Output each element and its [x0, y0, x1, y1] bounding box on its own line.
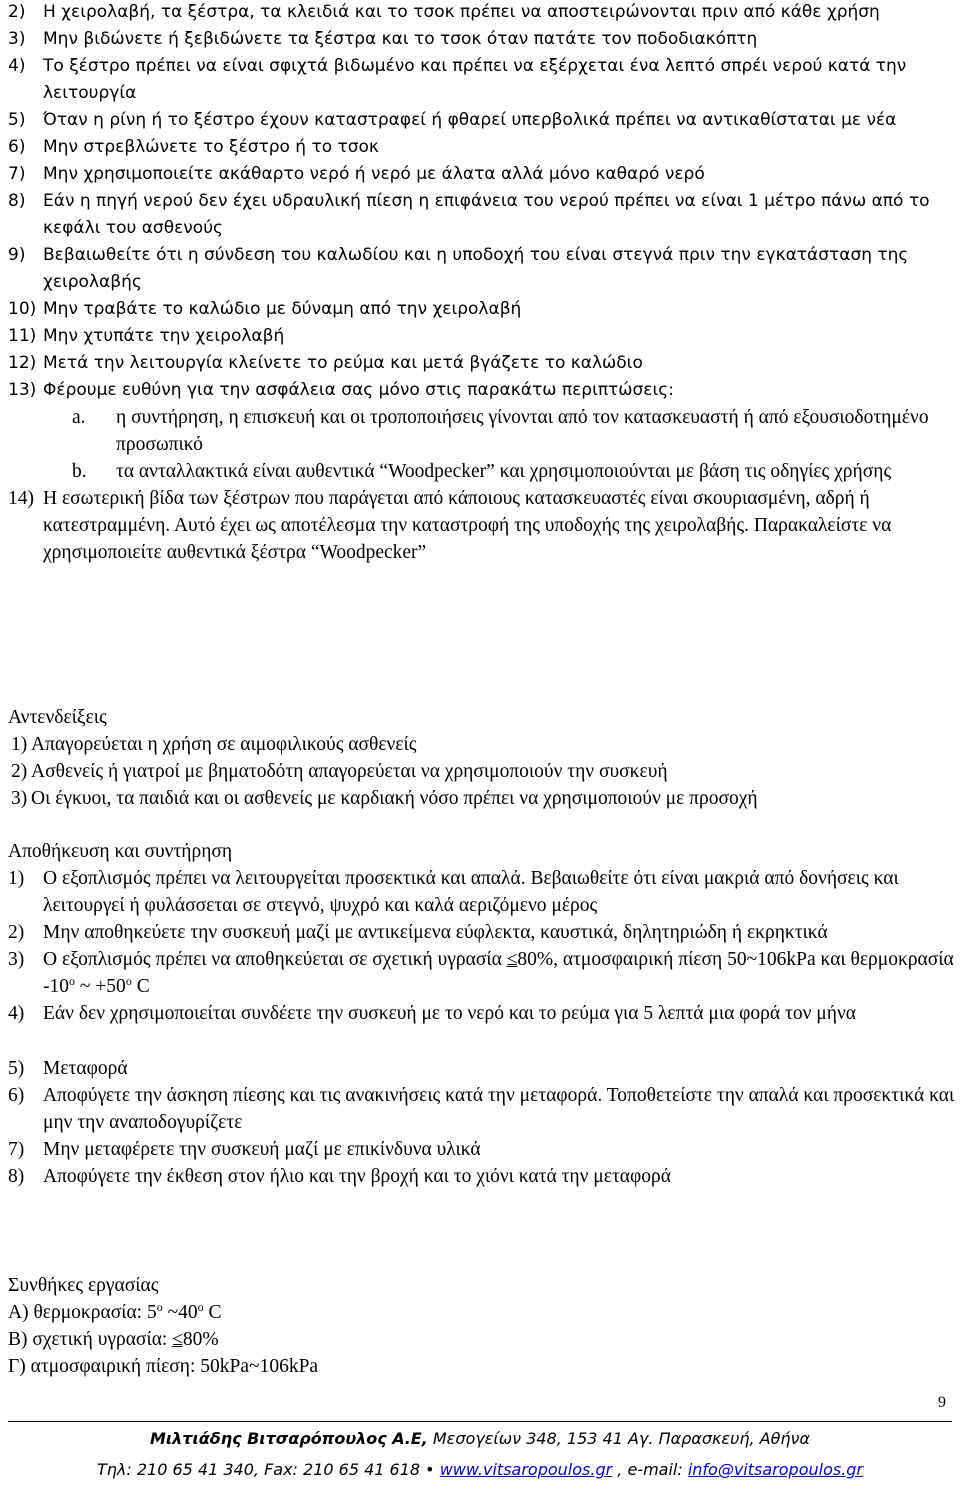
storage-section: [8, 838, 956, 1190]
degree-superscript: o: [69, 974, 75, 988]
list-item: [8, 242, 956, 296]
section-title: Αποθήκευση και συντήρηση: [8, 841, 233, 862]
item-text: Ο εξοπλισμός πρέπει να αποθηκεύεται σε σχετική υγρασία ≤80%, ατμοσφαιρική πίεση 50~106kPa και θερμοκρασία -10$^o$ ~ $+50^o$ C: [43, 949, 954, 997]
list-item: [8, 26, 956, 53]
item-number: 5): [8, 110, 26, 130]
page-number: 9: [938, 1394, 946, 1411]
item-text: Μην χτυπάτε την χειρολαβή: [43, 326, 285, 346]
item-number: 4): [8, 1003, 25, 1024]
section-title: Συνθήκες εργασίας: [8, 1275, 159, 1296]
item-number: 1): [11, 734, 28, 755]
liability-sub-list: [72, 404, 956, 485]
footer-company-line: [0, 1429, 960, 1448]
website-link[interactable]: www.vitsaropoulos.gr: [439, 1460, 613, 1479]
item-text: Μην μεταφέρετε την συσκευή μαζί με επικίνδυνα υλικά: [43, 1139, 481, 1160]
item-text: Εάν δεν χρησιμοποιείται συνδέετε την συσκευή με το νερό και το ρεύμα για 5 λεπτά μια φορά τον μήνα: [43, 1003, 856, 1024]
company-address: Μεσογείων 348, 153 41 Αγ. Παρασκευή, Αθήνα: [427, 1429, 810, 1448]
item-number: 8): [8, 1166, 25, 1187]
email-label: , e-mail:: [612, 1460, 688, 1479]
list-item: [8, 758, 956, 785]
item-text: Η χειρολαβή, τα ξέστρα, τα κλειδιά και το τσοκ πρέπει να αποστειρώνονται πριν από κάθε χρήση: [43, 2, 880, 22]
item-number: 3): [8, 29, 26, 49]
working-conditions-section: [8, 1272, 956, 1380]
list-item: [8, 919, 956, 946]
item-text: Μην στρεβλώνετε το ξέστρο ή το τσοκ: [43, 137, 379, 157]
list-item: [8, 134, 956, 161]
item-number: 8): [8, 191, 26, 211]
email-link[interactable]: info@vitsaropoulos.gr: [687, 1460, 864, 1479]
item-number: 1): [8, 868, 25, 889]
pressure-line: Γ) ατμοσφαιρική πίεση: 50kPa~106kPa: [8, 1356, 319, 1377]
list-item: [8, 785, 956, 812]
item-number: 4): [8, 56, 26, 76]
item-number: 14): [8, 488, 34, 509]
list-item: [8, 1055, 956, 1082]
safety-instructions-list: [8, 0, 956, 566]
item-number: 5): [8, 1058, 25, 1079]
sub-item-text: τα ανταλλακτικά είναι αυθεντικά “Woodpecker” και χρησιμοποιούνται με βάση τις οδηγίες χρήσης: [116, 461, 892, 482]
temperature-line: Α) θερμοκρασία: 5$^o$ ~40$^o$ C: [8, 1300, 222, 1323]
list-item: [8, 485, 956, 566]
item-text: Μην χρησιμοποιείτε ακάθαρτο νερό ή νερό με άλατα αλλά μόνο καθαρό νερό: [43, 164, 705, 184]
list-item: [8, 946, 956, 1000]
spacer: [8, 1027, 956, 1055]
list-item: [8, 731, 956, 758]
list-item: [8, 107, 956, 134]
item-text: Οι έγκυοι, τα παιδιά και οι ασθενείς με καρδιακή νόσο πρέπει να χρησιμοποιούν με προσοχή: [31, 788, 758, 809]
item-number: 3): [11, 788, 28, 809]
item-number: 13): [8, 380, 37, 400]
item-number: 2): [8, 922, 25, 943]
footer-divider: [8, 1421, 952, 1422]
list-item: [8, 350, 956, 377]
degree-superscript: o: [197, 1300, 204, 1314]
item-text: Μην τραβάτε το καλώδιο με δύναμη από την χειρολαβή: [43, 299, 522, 319]
sub-list-item: [72, 404, 956, 458]
footer-contact-line: [0, 1460, 960, 1479]
phone-fax: Τηλ: 210 65 41 340, Fax: 210 65 41 618 •: [96, 1460, 440, 1479]
item-number: 12): [8, 353, 37, 373]
item-text: Μεταφορά: [43, 1058, 128, 1079]
item-text: Μην αποθηκεύετε την συσκευή μαζί με αντικείμενα εύφλεκτα, καυστικά, δηλητηριώδη ή εκρηκτικά: [43, 922, 828, 943]
sub-item-letter: a.: [72, 407, 86, 428]
item-text: Φέρουμε ευθύνη για την ασφάλεια σας μόνο στις παρακάτω περιπτώσεις:: [43, 380, 674, 400]
item-text: Αποφύγετε την άσκηση πίεσης και τις ανακινήσεις κατά την μεταφορά. Τοποθετείστε την απαλά και προσεκτικά και μην την αναποδογυρίζετε: [43, 1085, 955, 1133]
company-name: Μιλτιάδης Βιτσαρόπουλος Α.Ε,: [149, 1429, 428, 1448]
list-item: [8, 296, 956, 323]
item-text: Ο εξοπλισμός πρέπει να λειτουργείται προσεκτικά και απαλά. Βεβαιωθείτε ότι είναι μακριά από δονήσεις και λειτουργεί ή φυλάσσεται σε στεγνό, ψυχρό και καλά αεριζόμενο μέρος: [43, 868, 899, 916]
less-equal-sign: ≤: [172, 1329, 183, 1350]
item-number: 6): [8, 137, 26, 157]
list-item: [8, 0, 956, 26]
item-number: 7): [8, 164, 26, 184]
degree-superscript: o: [156, 1300, 163, 1314]
list-item: [8, 161, 956, 188]
item-number: 2): [11, 761, 28, 782]
item-number: 9): [8, 245, 26, 265]
sub-list-item: [72, 458, 956, 485]
item-number: 10): [8, 299, 37, 319]
item-number: 2): [8, 2, 26, 22]
item-text: Το ξέστρο πρέπει να είναι σφιχτά βιδωμένο και πρέπει να εξέρχεται ένα λεπτό σπρέι νερού κατά την λειτουργία: [43, 56, 907, 103]
list-item: [8, 377, 956, 404]
humidity-line: Β) σχετική υγρασία: ≤80%: [8, 1329, 219, 1350]
list-item: [8, 1000, 956, 1027]
list-item: [8, 1136, 956, 1163]
list-item: [8, 1082, 956, 1136]
degree-superscript: o: [125, 974, 132, 988]
item-text: Όταν η ρίνη ή το ξέστρο έχουν καταστραφεί ή φθαρεί υπερβολικά πρέπει να αντικαθίσταται με νέα: [43, 110, 897, 130]
item-text: Μην βιδώνετε ή ξεβιδώνετε τα ξέστρα και το τσοκ όταν πατάτε τον ποδοδιακόπτη: [43, 29, 758, 49]
list-item: [8, 188, 956, 242]
item-number: 11): [8, 326, 37, 346]
item-text: Ασθενείς ή γιατροί με βηματοδότη απαγορεύεται να χρησιμοποιούν την συσκευή: [31, 761, 668, 782]
less-equal-sign: ≤: [506, 949, 518, 970]
sub-item-letter: b.: [72, 461, 87, 482]
item-number: 7): [8, 1139, 25, 1160]
sub-item-text: η συντήρηση, η επισκευή και οι τροποποιήσεις γίνονται από τον κατασκευαστή ή από εξουσιοδοτημένο προσωπικό: [116, 407, 929, 455]
item-number: 6): [8, 1085, 25, 1106]
contraindications-section: [8, 704, 956, 812]
item-text: Η εσωτερική βίδα των ξέστρων που παράγεται από κάποιους κατασκευαστές είναι σκουριασμένη, αδρή ή κατεστραμμένη. Αυτό έχει ως αποτέλεσμα την καταστροφή της υποδοχής της χειρολαβής. Παρακαλείστε να χρησιμοποιείτε αυθεντικά ξέστρα “Woodpecker”: [43, 488, 892, 563]
item-number: 3): [8, 949, 25, 970]
item-text: Αποφύγετε την έκθεση στον ήλιο και την βροχή και το χιόνι κατά την μεταφορά: [43, 1166, 671, 1187]
item-text: Εάν η πηγή νερού δεν έχει υδραυλική πίεση η επιφάνεια του νερού πρέπει να είναι 1 μέτρο πάνω από το κεφάλι του ασθενούς: [43, 191, 930, 238]
section-title: Αντενδείξεις: [8, 707, 107, 728]
list-item: [8, 865, 956, 919]
item-text: Βεβαιωθείτε ότι η σύνδεση του καλωδίου και η υποδοχή του είναι στεγνά πριν την εγκατάσταση της χειρολαβής: [43, 245, 909, 292]
list-item: [8, 53, 956, 107]
item-text: Μετά την λειτουργία κλείνετε το ρεύμα και μετά βγάζετε το καλώδιο: [43, 353, 643, 373]
item-text: Απαγορεύεται η χρήση σε αιμοφιλικούς ασθενείς: [31, 734, 417, 755]
list-item: [8, 323, 956, 350]
list-item: [8, 1163, 956, 1190]
